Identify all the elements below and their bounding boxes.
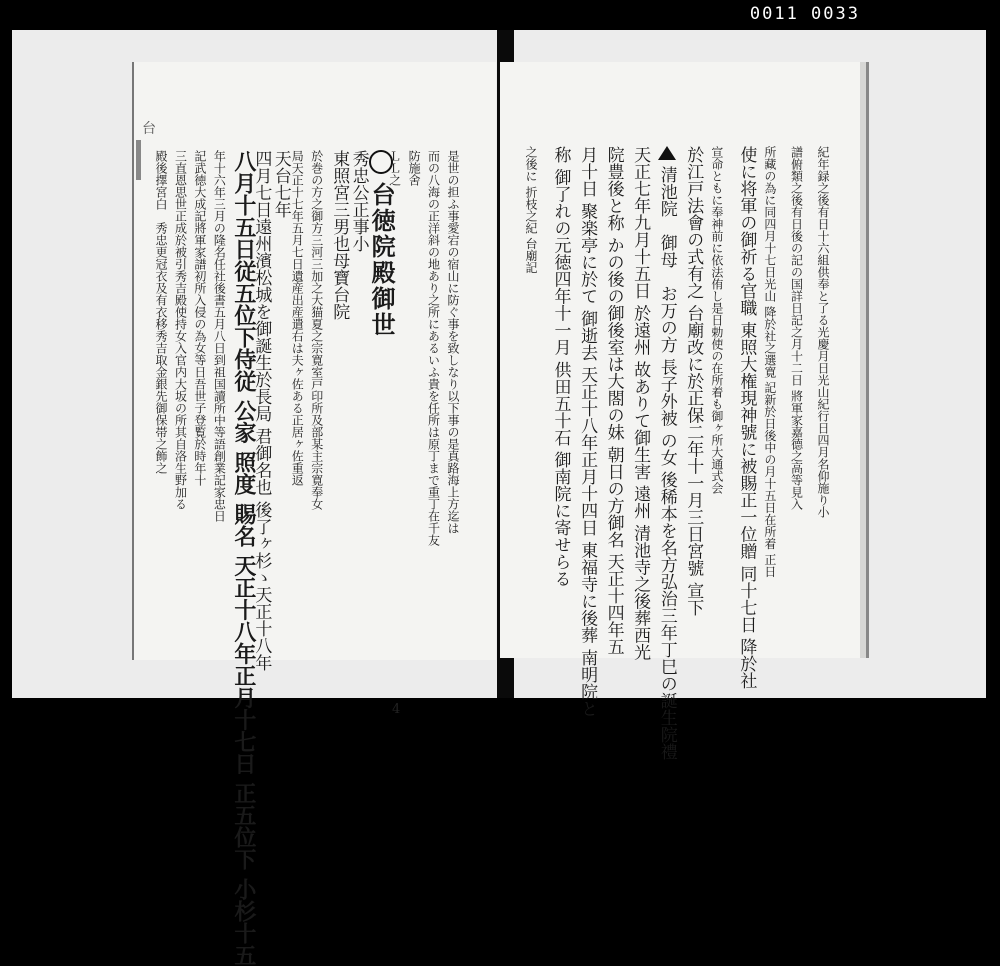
text-column xyxy=(551,146,570,587)
text-column xyxy=(577,146,596,717)
column-text: 年十六年三月の隆名任社後書五月八日到祖国讀所中等語創業記家忠日 xyxy=(212,150,227,522)
column-text: 於巻の方之御方三河三加之大猫夏之宗寛室戸印所及部某主宗寛奉女 xyxy=(309,150,324,510)
text-column xyxy=(710,146,724,494)
text-column xyxy=(173,150,187,510)
column-text: 是世の担ふ事愛宕の宿山に防ぐ事を致しなり以下事の是真路海上方迄は xyxy=(446,150,460,534)
text-column xyxy=(524,146,538,274)
column-text: 院豊後と称 かの後の御後室は大閤の妹 朝日の方御名 天正十四年五 xyxy=(603,146,624,656)
circle-mark-icon xyxy=(369,150,393,174)
text-column xyxy=(232,150,256,966)
column-text: ＬＬ之 xyxy=(387,150,402,186)
column-text: 記武徳大成記將軍家譜初所入侵の為女等日吾世子登覧於時年十 xyxy=(192,150,207,486)
column-text: 東照宮三男也母寶台院 xyxy=(329,150,350,320)
text-column xyxy=(736,146,755,689)
text-column xyxy=(310,150,324,510)
text-column xyxy=(154,150,168,474)
text-column xyxy=(212,150,226,522)
page-tab-marker xyxy=(136,140,141,180)
column-text: 局天正十七年五月七日遺産出産遣右は夫ヶ佐ある正居ヶ佐重返 xyxy=(290,150,305,486)
text-column xyxy=(789,146,803,510)
text-column xyxy=(407,150,421,186)
running-head: 台 xyxy=(142,121,156,137)
right-page xyxy=(500,62,869,761)
column-text: 而の八海の正洋斜の地あり之所にあるいふ貴を任所は原丁まで重丁在千友 xyxy=(426,150,441,546)
column-text: 天正七年九月十五日 於遠州 故ありて御生害 遠州 清池寺之後葬西光 xyxy=(630,146,651,661)
text-column xyxy=(290,150,304,486)
triangle-mark-icon xyxy=(658,146,676,160)
column-text: 譜俯類之後有日後の記の国詳日記之月十二日 將軍家嘉德之高等見入 xyxy=(789,146,804,510)
column-text: 宣命ともに奉神前に依法侑し是日勅使の在所着も御ヶ所大通式会 xyxy=(709,146,724,494)
text-column xyxy=(193,150,207,486)
column-text: 使に将軍の御祈る官職 東照大権現神號に被賜正一位贈 同十七日 降於社 xyxy=(736,146,757,690)
text-column xyxy=(630,146,649,661)
left-page xyxy=(132,62,496,966)
column-text: 八月十五日従五位下侍従 公家 照度 賜名 天正十八年正月十七日 正五位下 小杉十五 xyxy=(230,150,257,966)
column-text: 四月七日遠州濱松城を御誕生於長局 君御名也 後了ヶ杉ゝ天正十八年 xyxy=(251,150,272,671)
text-column xyxy=(657,146,676,760)
column-text: 称 御了れの元徳四年十一月 供田五十石 御南院に寄せらる xyxy=(550,146,571,588)
column-text: 天台七年 xyxy=(270,150,291,218)
text-column xyxy=(427,150,441,546)
column-text: 防施舍 xyxy=(407,150,422,186)
page-number: 4 xyxy=(392,702,401,717)
column-text: 台徳院殿御世 xyxy=(367,182,397,338)
text-column xyxy=(271,150,290,218)
column-text: 紀年録之後有日十六組供奉と了る光慶月日光山紀行日四月名仰施り小 xyxy=(816,146,830,518)
text-column xyxy=(446,150,460,534)
column-text: 殿後擇宮白 秀忠更冠衣及有衣移秀吉取金銀先御保帯之飾之 xyxy=(154,150,168,474)
column-text: 三直恩思世正成於被引秀吉殿使持女入官内大坂の所其自洛生野加る xyxy=(173,150,188,510)
column-text: 所藏の為に同四月十七日光山 降於社之選寛 記新於日後中の月十五日在所着 正日 xyxy=(762,146,777,578)
frame-number: 0011 0033 xyxy=(749,4,860,24)
text-column xyxy=(349,150,368,252)
column-text: 清池院 御母 お万の方 長子外被 の女 後稀本を名方弘治三年丁巳の誕生院禮 xyxy=(656,166,677,761)
text-column xyxy=(604,146,623,655)
column-text: 月十日 聚楽亭に於て 御逝去 天正十八年正月十四日 東福寺に後葬 南明院と xyxy=(577,146,598,718)
text-column xyxy=(329,150,348,320)
column-text: 秀忠公正事小 xyxy=(348,150,369,252)
text-column xyxy=(763,146,777,577)
text-column xyxy=(816,146,830,518)
text-column xyxy=(683,146,702,616)
column-text: 之後に 折枝之紀 台廟記 xyxy=(524,146,538,274)
column-text: 於江戸法會の式有之 台廟改に於正保二年十一月三日宮號 宣下 xyxy=(683,146,704,616)
